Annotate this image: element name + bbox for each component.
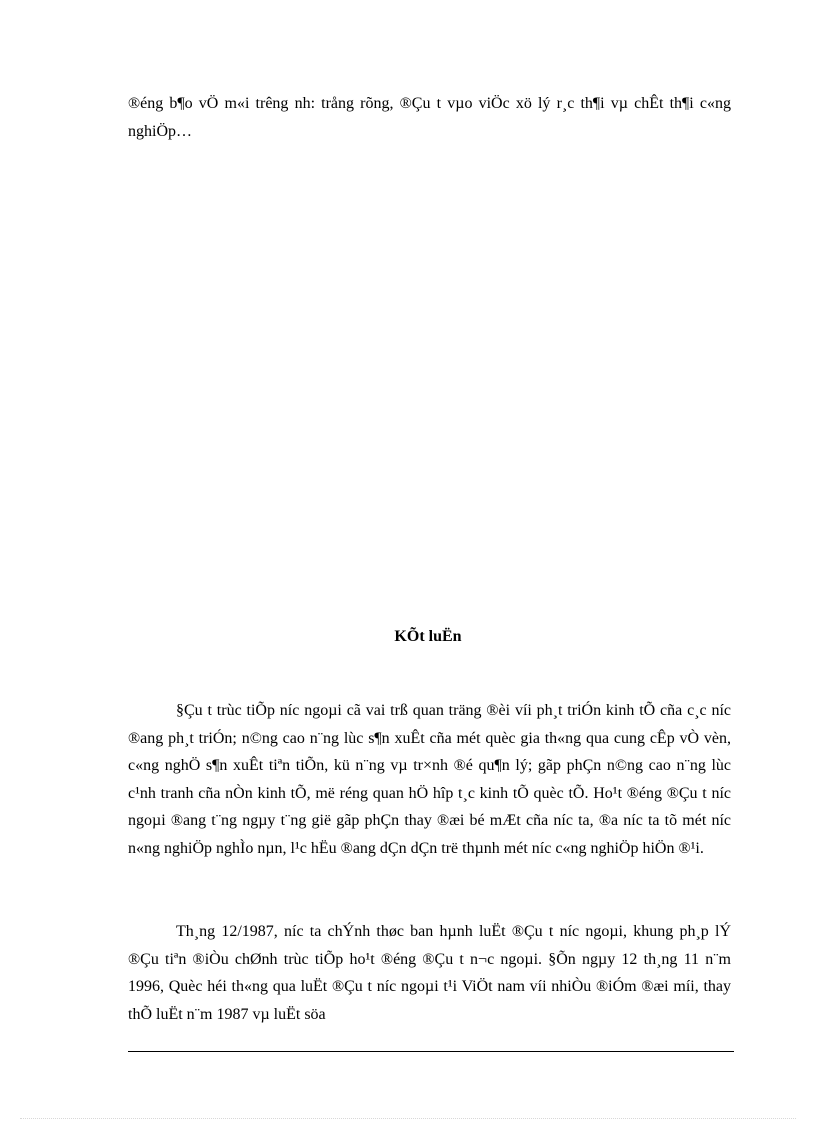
footer-divider-line (128, 1051, 734, 1052)
page-bottom-dotted-border (20, 1118, 796, 1119)
body-paragraph: §Çu t trùc tiÕp níc ngoµi cã vai trß quan träng ®èi víi ph¸t triÓn kinh tÕ cña c¸c níc ®ang ph¸t triÓn; n©ng cao n¨ng lùc s¶n xuÊt cña mét quèc gia th«ng qua cung cÊp vÒ vèn, c«ng nghÖ s¶n xuÊt tiªn tiÕn, kü n¨ng vµ tr×nh ®é qu¶n lý; gãp phÇn n©ng cao n¨ng lùc c¹nh tranh cña nÒn kinh tÕ, më réng quan hÖ hîp t¸c kinh tÕ quèc tÕ. Ho¹t ®éng ®Çu t níc ngoµi ®ang t¨ng ngµy t¨ng gië gãp phÇn thay ®æi bé mÆt cña níc ta, ®a níc ta tõ mét níc n«ng nghiÖp nghÌo nµn, l¹c hËu ®ang dÇn dÇn trë thµnh mét níc c«ng nghiÖp hiÖn ®¹i. (128, 702, 731, 857)
body-paragraph: Th¸ng 12/1987, níc ta chÝnh thøc ban hµnh luËt ®Çu t níc ngoµi, khung ph¸p lÝ ®Çu tiªn ®iÒu chØnh trùc tiÕp ho¹t ®éng ®Çu t n¬c ngoµi. §Õn ngµy 12 th¸ng 11 n¨m 1996, Quèc héi th«ng qua luËt ®Çu t níc ngoµi t¹i ViÖt nam víi nhiÒu ®iÓm ®æi míi, thay thÕ luËt n¨m 1987 vµ luËt söa (128, 923, 731, 1023)
section-heading-conclusion: KÕt luËn (394, 628, 462, 645)
continuation-paragraph: ®éng b¶o vÖ m«i trêng nh: trång rõng, ®Çu t vµo viÖc xö lý r¸c th¶i vµ chÊt th¶i c«ng nghiÖp… (128, 95, 731, 140)
